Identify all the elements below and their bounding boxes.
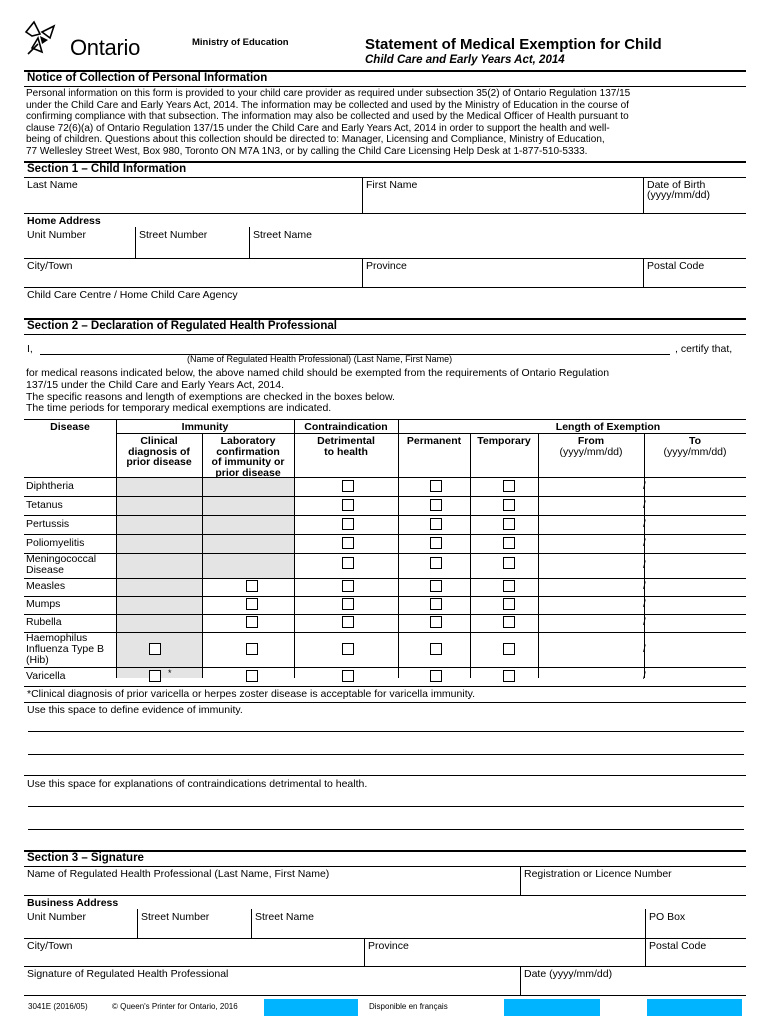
temporary-checkbox[interactable]: [503, 643, 515, 655]
signature-field[interactable]: Signature of Regulated Health Professional: [27, 968, 229, 980]
province-field[interactable]: Province: [366, 260, 407, 272]
temporary-checkbox[interactable]: [503, 580, 515, 592]
form-number: 3041E (2016/05): [28, 1002, 88, 1011]
street-number-field[interactable]: Street Number: [139, 229, 208, 241]
permanent-checkbox[interactable]: [430, 580, 442, 592]
notice-text: Personal information on this form is provided to your child care provider as required under subsection 35(2) of Ontario Regulation 137/15 under the Child Care and Early Years Act, 2014. The information may be collected and used by the Ministry of Education in the course of confirming compliance with that subsection. The information may also be collected and used by the Medical Officer of Health pursuant to clause 72(6)(a) of Ontario Regulation 137/15 under the Child Care and Early Years Act, 2014 in order to support the health and well- being of children. Questions about this collection should be directed to: Manager, Licensing and Compliance, Ministry of Education, 77 Wellesley Street West, Box 980, Toronto ON M7A 1N3, or by calling the Child Care Licensing Help Desk at 1-877-510-5333.: [26, 88, 631, 157]
detrimental-checkbox[interactable]: [342, 598, 354, 610]
th-detrimental: Detrimental to health: [317, 435, 375, 458]
lab-confirmation-checkbox[interactable]: [246, 670, 258, 682]
lab-confirmation-checkbox[interactable]: [246, 616, 258, 628]
home-address-label: Home Address: [27, 215, 101, 227]
ministry-name: Ministry of Education: [192, 37, 289, 48]
varicella-footnote: *Clinical diagnosis of prior varicella or herpes zoster disease is acceptable for varicella immunity.: [27, 688, 475, 700]
row-mumps: Mumps: [26, 598, 61, 610]
lab-confirmation-checkbox[interactable]: [246, 643, 258, 655]
th-permanent: Permanent: [406, 435, 462, 447]
permanent-checkbox[interactable]: [430, 537, 442, 549]
th-from: From (yyyy/mm/dd): [559, 435, 623, 458]
contra-line[interactable]: [28, 829, 744, 830]
temporary-checkbox[interactable]: [503, 670, 515, 682]
dob-format: (yyyy/mm/dd): [647, 189, 710, 201]
temporary-checkbox[interactable]: [503, 499, 515, 511]
row-poliomyelitis: Poliomyelitis: [26, 537, 85, 549]
temporary-checkbox[interactable]: [503, 537, 515, 549]
lab-confirmation-checkbox[interactable]: [246, 580, 258, 592]
permanent-checkbox[interactable]: [430, 598, 442, 610]
biz-city-field[interactable]: City/Town: [27, 940, 73, 952]
permanent-checkbox[interactable]: [430, 616, 442, 628]
i-label: I,: [27, 343, 33, 355]
th-contraindication: Contraindication: [304, 421, 388, 433]
detrimental-checkbox[interactable]: [342, 518, 354, 530]
th-temporary: Temporary: [477, 435, 531, 447]
row-measles: Measles: [26, 580, 66, 592]
street-name-field[interactable]: Street Name: [253, 229, 312, 241]
temporary-checkbox[interactable]: [503, 518, 515, 530]
th-laboratory: Laboratory confirmation of immunity or prior disease: [211, 435, 285, 479]
detrimental-checkbox[interactable]: [342, 499, 354, 511]
registration-field[interactable]: Registration or Licence Number: [524, 868, 672, 880]
row-tetanus: Tetanus: [26, 499, 63, 511]
detrimental-checkbox[interactable]: [342, 580, 354, 592]
city-field[interactable]: City/Town: [27, 260, 73, 272]
evidence-label: Use this space to define evidence of immunity.: [27, 704, 243, 716]
temporary-checkbox[interactable]: [503, 557, 515, 569]
permanent-checkbox[interactable]: [430, 557, 442, 569]
clear-button[interactable]: [647, 999, 742, 1016]
logo-text: Ontario: [70, 35, 141, 60]
th-disease: Disease: [50, 421, 90, 433]
biz-unit-number-field[interactable]: Unit Number: [27, 911, 86, 923]
detrimental-checkbox[interactable]: [342, 537, 354, 549]
unit-number-field[interactable]: Unit Number: [27, 229, 86, 241]
detrimental-checkbox[interactable]: [342, 557, 354, 569]
permanent-checkbox[interactable]: [430, 670, 442, 682]
page-title: Statement of Medical Exemption for Child: [365, 36, 662, 53]
agency-field[interactable]: Child Care Centre / Home Child Care Agency: [27, 289, 238, 301]
contra-label: Use this space for explanations of contraindications detrimental to health.: [27, 778, 368, 790]
french-version: Disponible en français: [369, 1002, 448, 1011]
th-immunity: Immunity: [181, 421, 229, 433]
permanent-checkbox[interactable]: [430, 518, 442, 530]
notice-heading: Notice of Collection of Personal Information: [27, 72, 268, 84]
permanent-checkbox[interactable]: [430, 480, 442, 492]
declaration-text: for medical reasons indicated below, the above named child should be exempted from the requirements of Ontario Regulation 137/15 under the Child Care and Early Years Act, 2014. The specific reasons and length of exemptions are checked in the boxes below. The time periods for temporary medical exemptions are indicated.: [26, 367, 610, 415]
trillium-icon: [24, 18, 76, 62]
section3-heading: Section 3 – Signature: [27, 852, 144, 864]
section1-heading: Section 1 – Child Information: [27, 163, 187, 175]
contra-line[interactable]: [28, 806, 744, 807]
row-meningococcal: Meningococcal Disease: [26, 553, 97, 576]
temporary-checkbox[interactable]: [503, 598, 515, 610]
detrimental-checkbox[interactable]: [342, 643, 354, 655]
detrimental-checkbox[interactable]: [342, 480, 354, 492]
varicella-asterisk: *: [168, 668, 172, 678]
th-to: To (yyyy/mm/dd): [663, 435, 727, 458]
permanent-checkbox[interactable]: [430, 499, 442, 511]
print-button[interactable]: [264, 999, 358, 1016]
ontario-logo: [24, 18, 174, 62]
evidence-line[interactable]: [28, 731, 744, 732]
section2-heading: Section 2 – Declaration of Regulated Health Professional: [27, 320, 337, 332]
detrimental-checkbox[interactable]: [342, 616, 354, 628]
biz-province-field[interactable]: Province: [368, 940, 409, 952]
detrimental-checkbox[interactable]: [342, 670, 354, 682]
biz-postal-code-field[interactable]: Postal Code: [649, 940, 707, 952]
certify-label: , certify that,: [675, 343, 733, 355]
professional-name-field[interactable]: Name of Regulated Health Professional (Last Name, First Name): [27, 868, 330, 880]
temporary-checkbox[interactable]: [503, 480, 515, 492]
dob-field[interactable]: Date of Birth: [647, 179, 706, 191]
row-diphtheria: Diphtheria: [26, 480, 74, 492]
biz-street-number-field[interactable]: Street Number: [141, 911, 210, 923]
name-caption: (Name of Regulated Health Professional) (Last Name, First Name): [187, 354, 453, 364]
biz-street-name-field[interactable]: Street Name: [255, 911, 314, 923]
row-pertussis: Pertussis: [26, 518, 70, 530]
postal-code-field[interactable]: Postal Code: [647, 260, 705, 272]
row-varicella: Varicella: [26, 670, 66, 682]
th-length: Length of Exemption: [555, 421, 661, 433]
temporary-checkbox[interactable]: [503, 616, 515, 628]
business-address-label: Business Address: [27, 897, 119, 909]
th-clinical: Clinical diagnosis of prior disease: [126, 435, 192, 468]
po-box-field[interactable]: PO Box: [649, 911, 686, 923]
last-name-field[interactable]: Last Name: [27, 179, 78, 191]
row-rubella: Rubella: [26, 616, 62, 628]
copyright: © Queen's Printer for Ontario, 2016: [112, 1002, 238, 1011]
lab-confirmation-checkbox[interactable]: [246, 598, 258, 610]
clinical-diagnosis-checkbox[interactable]: [149, 670, 161, 682]
date-field[interactable]: Date (yyyy/mm/dd): [524, 968, 613, 980]
clinical-diagnosis-checkbox[interactable]: [149, 643, 161, 655]
first-name-field[interactable]: First Name: [366, 179, 418, 191]
permanent-checkbox[interactable]: [430, 643, 442, 655]
page-subtitle: Child Care and Early Years Act, 2014: [365, 54, 565, 66]
row-hib: Haemophilus Influenza Type B (Hib): [26, 632, 105, 666]
save-button[interactable]: [504, 999, 600, 1016]
evidence-line[interactable]: [28, 754, 744, 755]
